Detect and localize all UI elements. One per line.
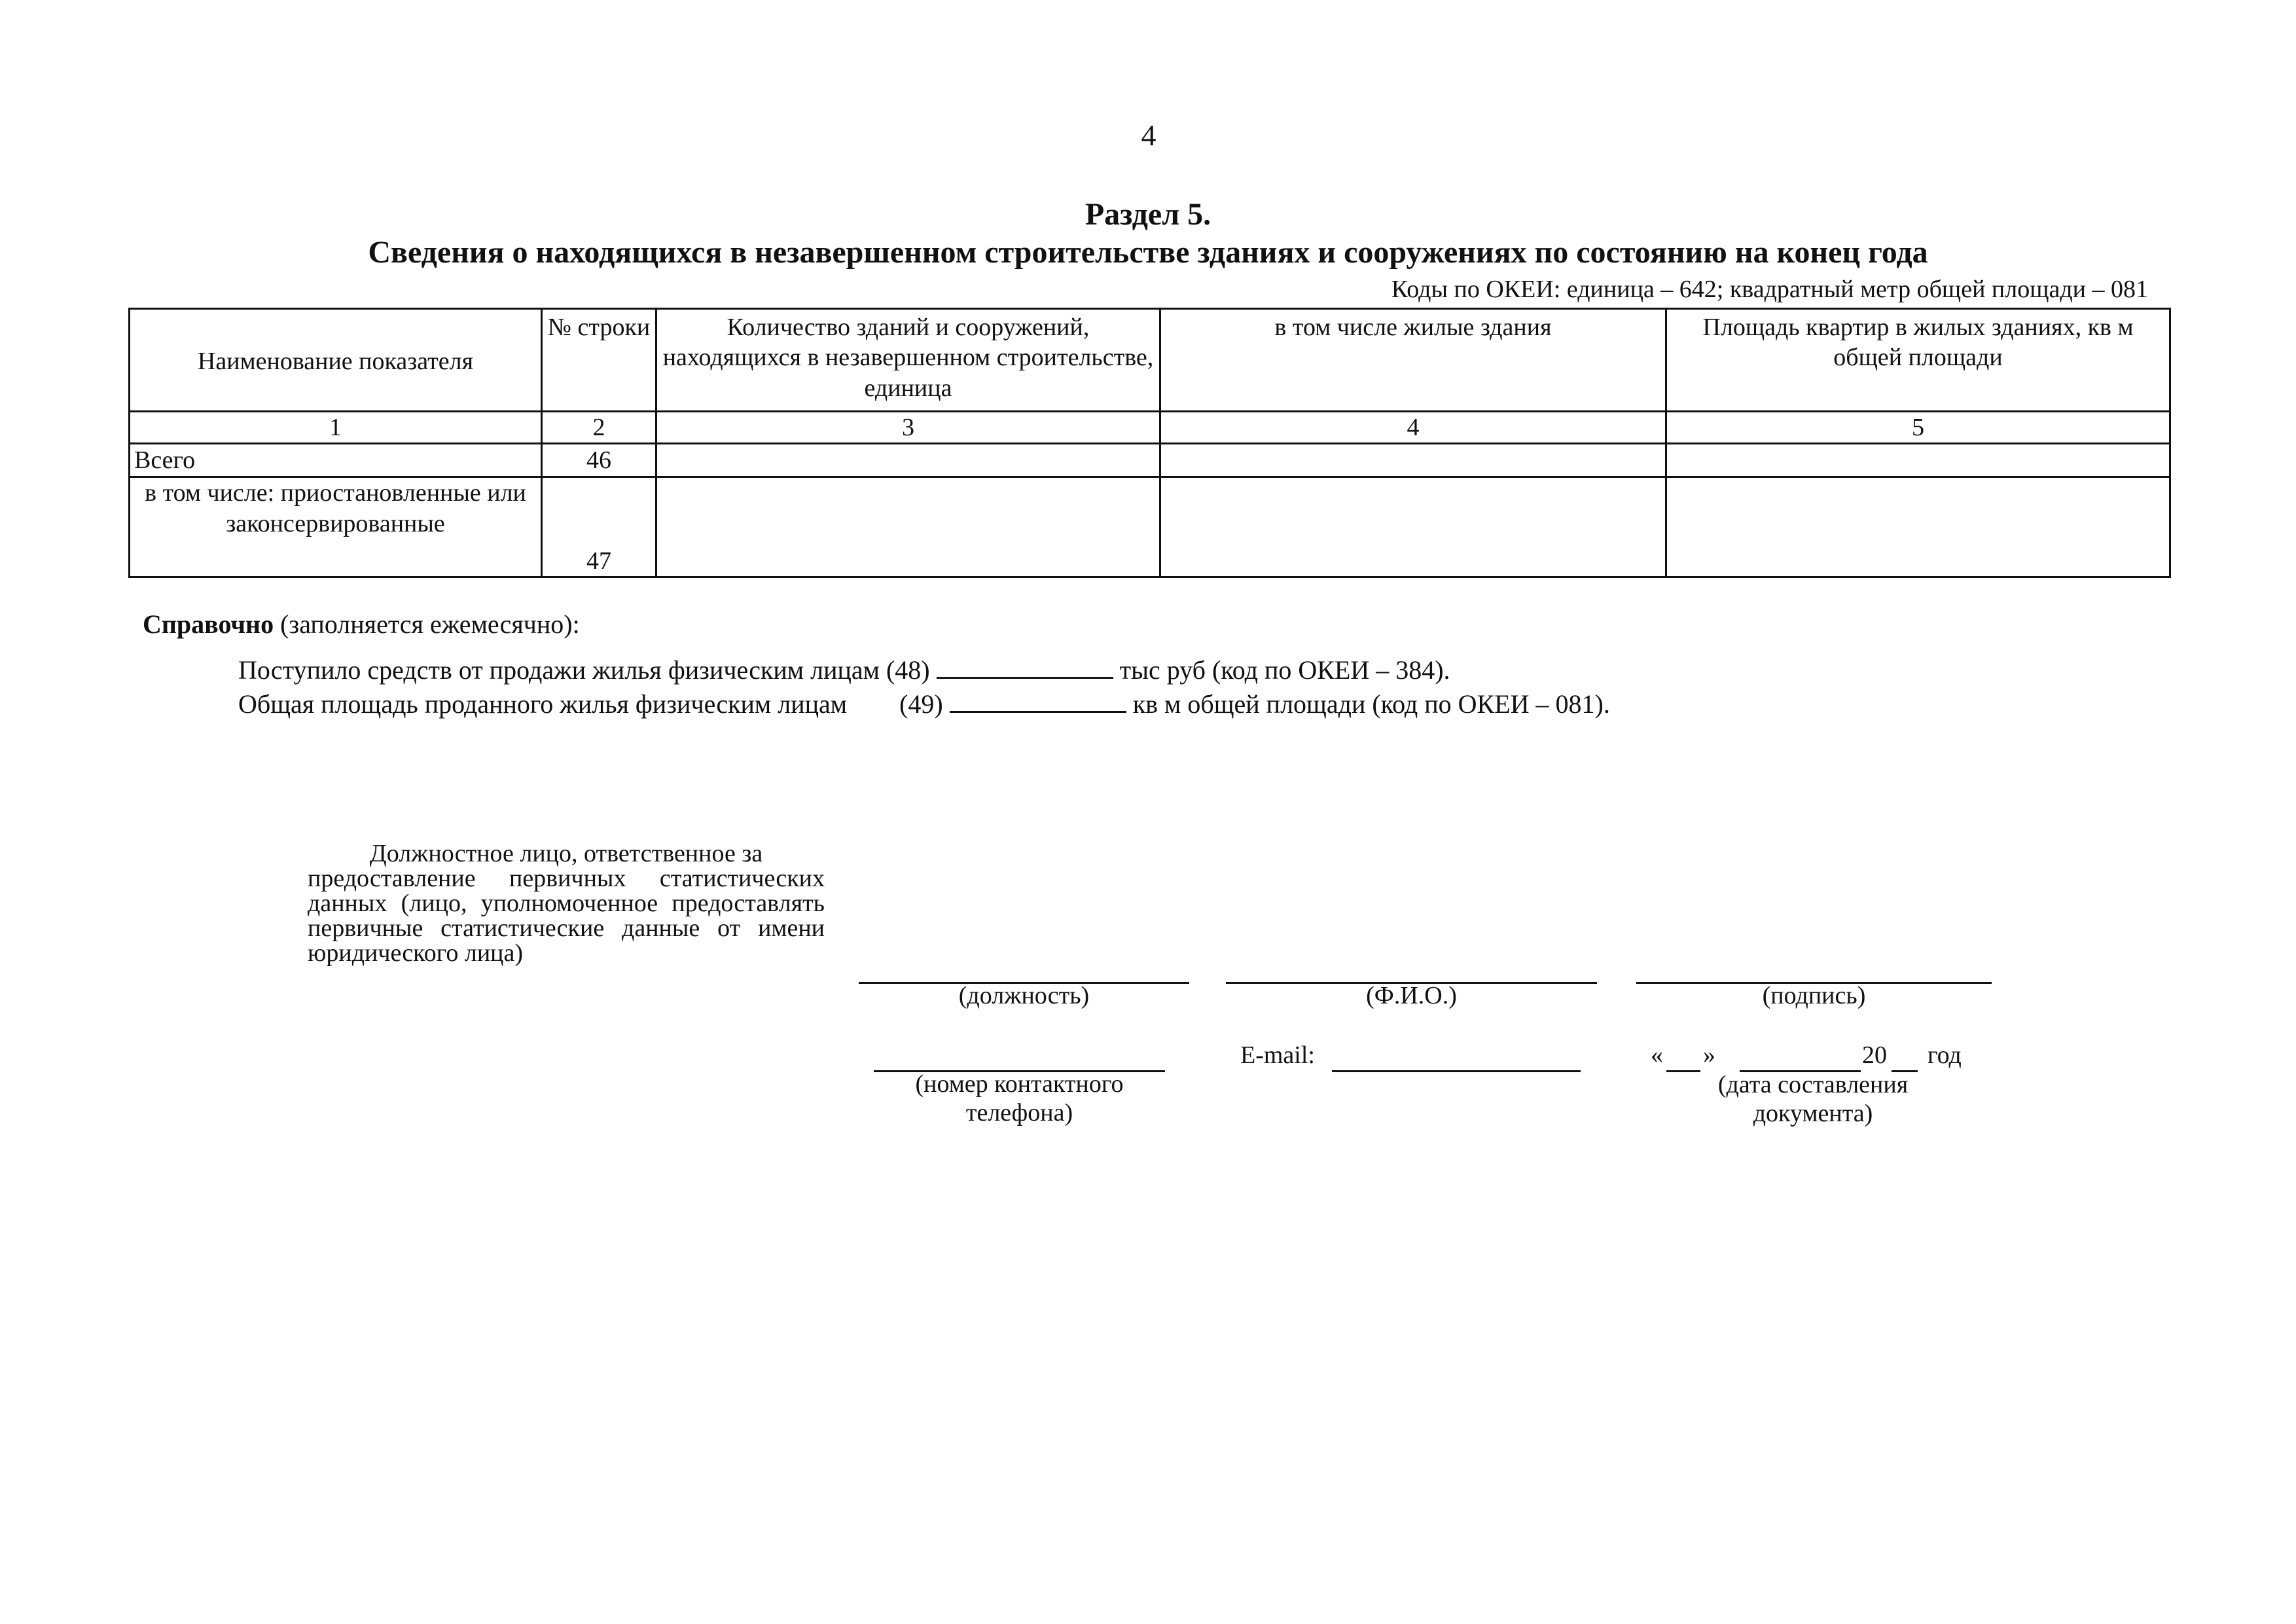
email-label: E-mail: bbox=[1240, 1041, 1315, 1069]
value-cell[interactable] bbox=[1160, 477, 1666, 577]
responsible-official-label bbox=[308, 841, 825, 965]
value-cell[interactable] bbox=[656, 477, 1160, 577]
date-open-quote: « bbox=[1651, 1041, 1663, 1069]
reference-line-48 bbox=[238, 653, 1450, 685]
date-caption: (дата составления документа) bbox=[1717, 1071, 1909, 1127]
table-row-suspended bbox=[130, 477, 2170, 577]
email-field[interactable] bbox=[1332, 1070, 1581, 1072]
reference-line2-label: Общая площадь проданного жилья физическим лицам bbox=[238, 689, 848, 719]
reference-line1-label: Поступило средств от продажи жилья физическим лицам (48) bbox=[238, 655, 930, 685]
section-title: Раздел 5. bbox=[1085, 197, 1211, 232]
phone-caption: (номер контактного телефона) bbox=[915, 1070, 1124, 1127]
date-year-suffix: год bbox=[1928, 1041, 1962, 1069]
reference-title bbox=[143, 609, 580, 640]
row-name: Всего bbox=[130, 444, 542, 477]
official-label-rest: предоставление первичных статистических данных (лицо, уполномоченное предоставлять первичные статистические данные от имени юридического лица) bbox=[308, 865, 825, 967]
reference-line-49 bbox=[238, 687, 1610, 719]
reference-line2-code: (49) bbox=[899, 689, 943, 719]
official-label-first: Должностное лицо, ответственное за bbox=[369, 840, 763, 867]
header-indicator-name: Наименование показателя bbox=[130, 309, 542, 412]
table-header-row bbox=[130, 309, 2170, 412]
section-subtitle: Сведения о находящихся в незавершенном строительстве зданиях и сооружениях по состоянию на конец года bbox=[368, 235, 1928, 270]
row-code: 46 bbox=[542, 444, 656, 477]
page-number: 4 bbox=[1141, 118, 1157, 152]
signature-caption: (подпись) bbox=[1762, 982, 1866, 1009]
position-caption: (должность) bbox=[958, 982, 1090, 1009]
sales-income-field[interactable] bbox=[937, 653, 1113, 679]
column-number: 3 bbox=[656, 412, 1160, 444]
column-number: 4 bbox=[1160, 412, 1666, 444]
reference-line1-unit: тыс руб (код по ОКЕИ – 384). bbox=[1119, 655, 1450, 685]
row-code: 47 bbox=[542, 477, 656, 577]
sold-area-field[interactable] bbox=[950, 687, 1126, 713]
value-cell[interactable] bbox=[1160, 444, 1666, 477]
header-buildings-count: Количество зданий и сооружений, находящихся в незавершенном строительстве, единица bbox=[656, 309, 1160, 412]
fio-caption: (Ф.И.О.) bbox=[1366, 982, 1457, 1009]
value-cell[interactable] bbox=[1666, 444, 2170, 477]
column-number: 2 bbox=[542, 412, 656, 444]
date-year-prefix: 20 bbox=[1862, 1041, 1887, 1069]
column-number: 5 bbox=[1666, 412, 2170, 444]
reference-title-rest: (заполняется ежемесячно): bbox=[274, 609, 580, 639]
okei-codes: Коды по ОКЕИ: единица – 642; квадратный метр общей площади – 081 bbox=[1391, 276, 2148, 303]
header-residential-buildings: в том числе жилые здания bbox=[1160, 309, 1666, 412]
reference-title-bold: Справочно bbox=[143, 609, 274, 639]
header-apartment-area: Площадь квартир в жилых зданиях, кв м общей площади bbox=[1666, 309, 2170, 412]
row-name: в том числе: приостановленные или законсервированные bbox=[130, 477, 542, 577]
unfinished-construction-table bbox=[128, 308, 2171, 578]
table-row-total bbox=[130, 444, 2170, 477]
column-number: 1 bbox=[130, 412, 542, 444]
header-row-number: № строки bbox=[542, 309, 656, 412]
date-close-quote: » bbox=[1703, 1041, 1715, 1069]
column-number-row bbox=[130, 412, 2170, 444]
value-cell[interactable] bbox=[1666, 477, 2170, 577]
value-cell[interactable] bbox=[656, 444, 1160, 477]
reference-line2-unit: кв м общей площади (код по ОКЕИ – 081). bbox=[1132, 689, 1610, 719]
